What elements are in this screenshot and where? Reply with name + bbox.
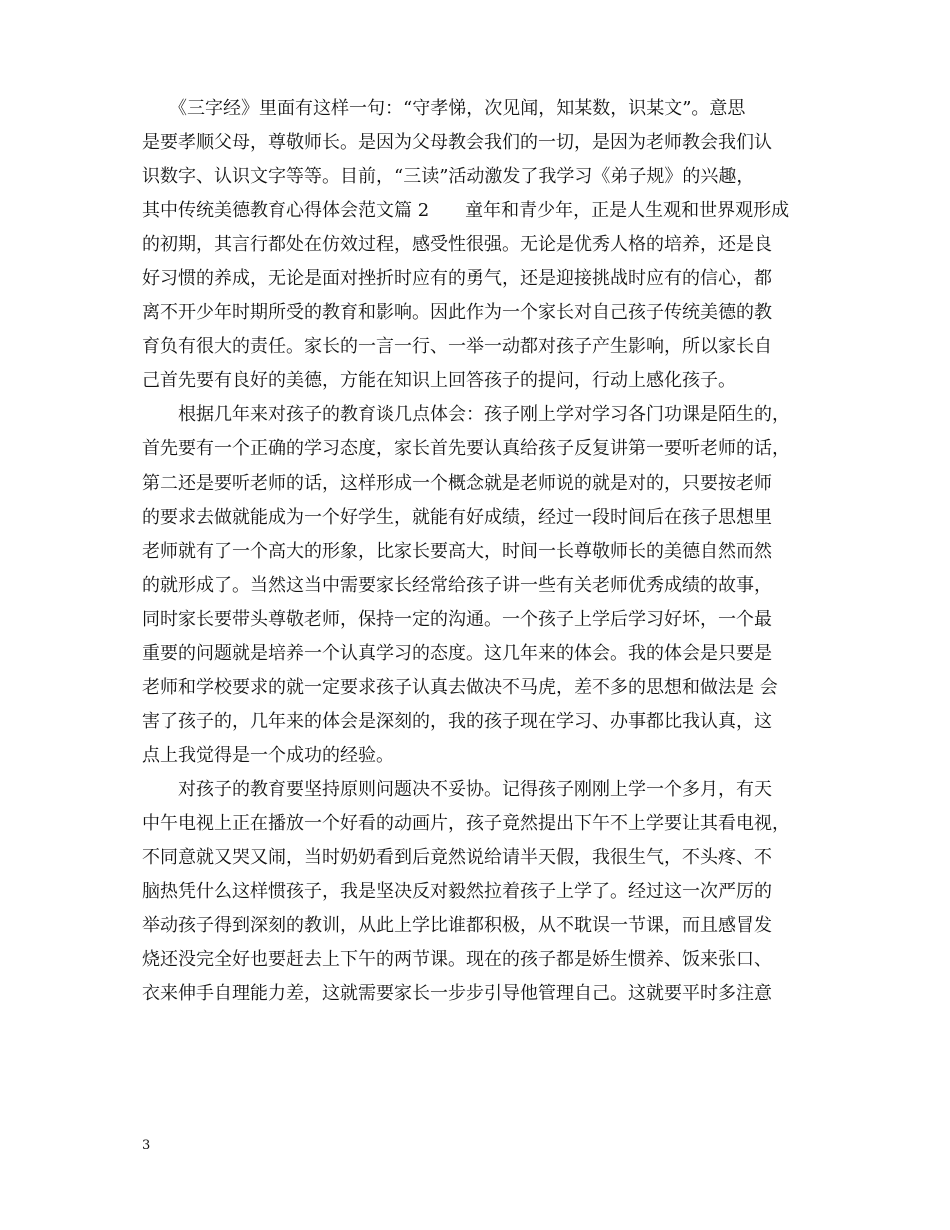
text-line: 害了孩子的，几年来的体会是深刻的，我的孩子现在学习、办事都比我认真，这 xyxy=(142,710,772,732)
text-line: 同时家长要带头尊敬老师，保持一定的沟通。一个孩子上学后学习好坏，一个最 xyxy=(142,608,772,630)
text-line: 的初期，其言行都处在仿效过程，感受性很强。无论是优秀人格的培养，还是良 xyxy=(142,234,772,256)
text-line: 己首先要有良好的美德，方能在知识上回答孩子的提问，行动上感化孩子。 xyxy=(142,370,736,392)
text-line: 首先要有一个正确的学习态度，家长首先要认真给孩子反复讲第一要听老师的话， xyxy=(142,438,790,460)
text-line: 其中传统美德教育心得体会范文篇 2 童年和青少年，正是人生观和世界观形成 xyxy=(142,200,790,222)
text-line: 是要孝顺父母，尊敬师长。是因为父母教会我们的一切，是因为老师教会我们认 xyxy=(142,132,772,154)
text-line: 老师和学校要求的就一定要求孩子认真去做决不马虎，差不多的思想和做法是 会 xyxy=(142,676,778,698)
text-line: 重要的问题就是培养一个认真学习的态度。这几年来的体会。我的体会是只要是 xyxy=(142,642,772,664)
text-line: 育负有很大的责任。家长的一言一行、一举一动都对孩子产生影响，所以家长自 xyxy=(142,336,772,358)
text-line: 老师就有了一个高大的形象，比家长要高大，时间一长尊敬师长的美德自然而然 xyxy=(142,540,772,562)
text-line: 的要求去做就能成为一个好学生，就能有好成绩，经过一段时间后在孩子思想里 xyxy=(142,506,772,528)
page-number: 3 xyxy=(142,1138,151,1153)
text-line: 点上我觉得是一个成功的经验。 xyxy=(142,744,394,766)
text-line: 好习惯的养成，无论是面对挫折时应有的勇气，还是迎接挑战时应有的信心，都 xyxy=(142,268,772,290)
text-line: 不同意就又哭又闹，当时奶奶看到后竟然说给请半天假，我很生气，不头疼、不 xyxy=(142,847,772,869)
text-line: 中午电视上正在播放一个好看的动画片，孩子竟然提出下午不上学要让其看电视， xyxy=(142,812,790,834)
text-line: 离不开少年时期所受的教育和影响。因此作为一个家长对自己孩子传统美德的教 xyxy=(142,302,772,324)
text-line: 烧还没完全好也要赶去上下午的两节课。现在的孩子都是娇生惯养、饭来张口、 xyxy=(142,949,772,971)
text-line: 《三字经》里面有这样一句：“守孝悌，次见闻，知某数，识某文”。意思 xyxy=(142,98,746,119)
text-line: 的就形成了。当然这当中需要家长经常给孩子讲一些有关老师优秀成绩的故事， xyxy=(142,574,772,596)
body-text xyxy=(142,92,822,1011)
text-line: 举动孩子得到深刻的教训，从此上学比谁都积极，从不耽误一节课，而且感冒发 xyxy=(142,915,772,937)
text-line: 衣来伸手自理能力差，这就需要家长一步步引导他管理自己。这就要平时多注意 xyxy=(142,983,772,1005)
text-line: 识数字、认识文字等等。目前，“三读”活动激发了我学习《弟子规》的兴趣， xyxy=(142,166,755,188)
text-line: 第二还是要听老师的话，这样形成一个概念就是老师说的就是对的，只要按老师 xyxy=(142,472,772,494)
text-line: 对孩子的教育要坚持原则问题决不妥协。记得孩子刚刚上学一个多月，有天 xyxy=(142,778,772,800)
text-line: 根据几年来对孩子的教育谈几点体会：孩子刚上学对学习各门功课是陌生的， xyxy=(142,404,790,426)
text-line: 脑热凭什么这样惯孩子，我是坚决反对毅然拉着孩子上学了。经过这一次严厉的 xyxy=(142,881,772,903)
